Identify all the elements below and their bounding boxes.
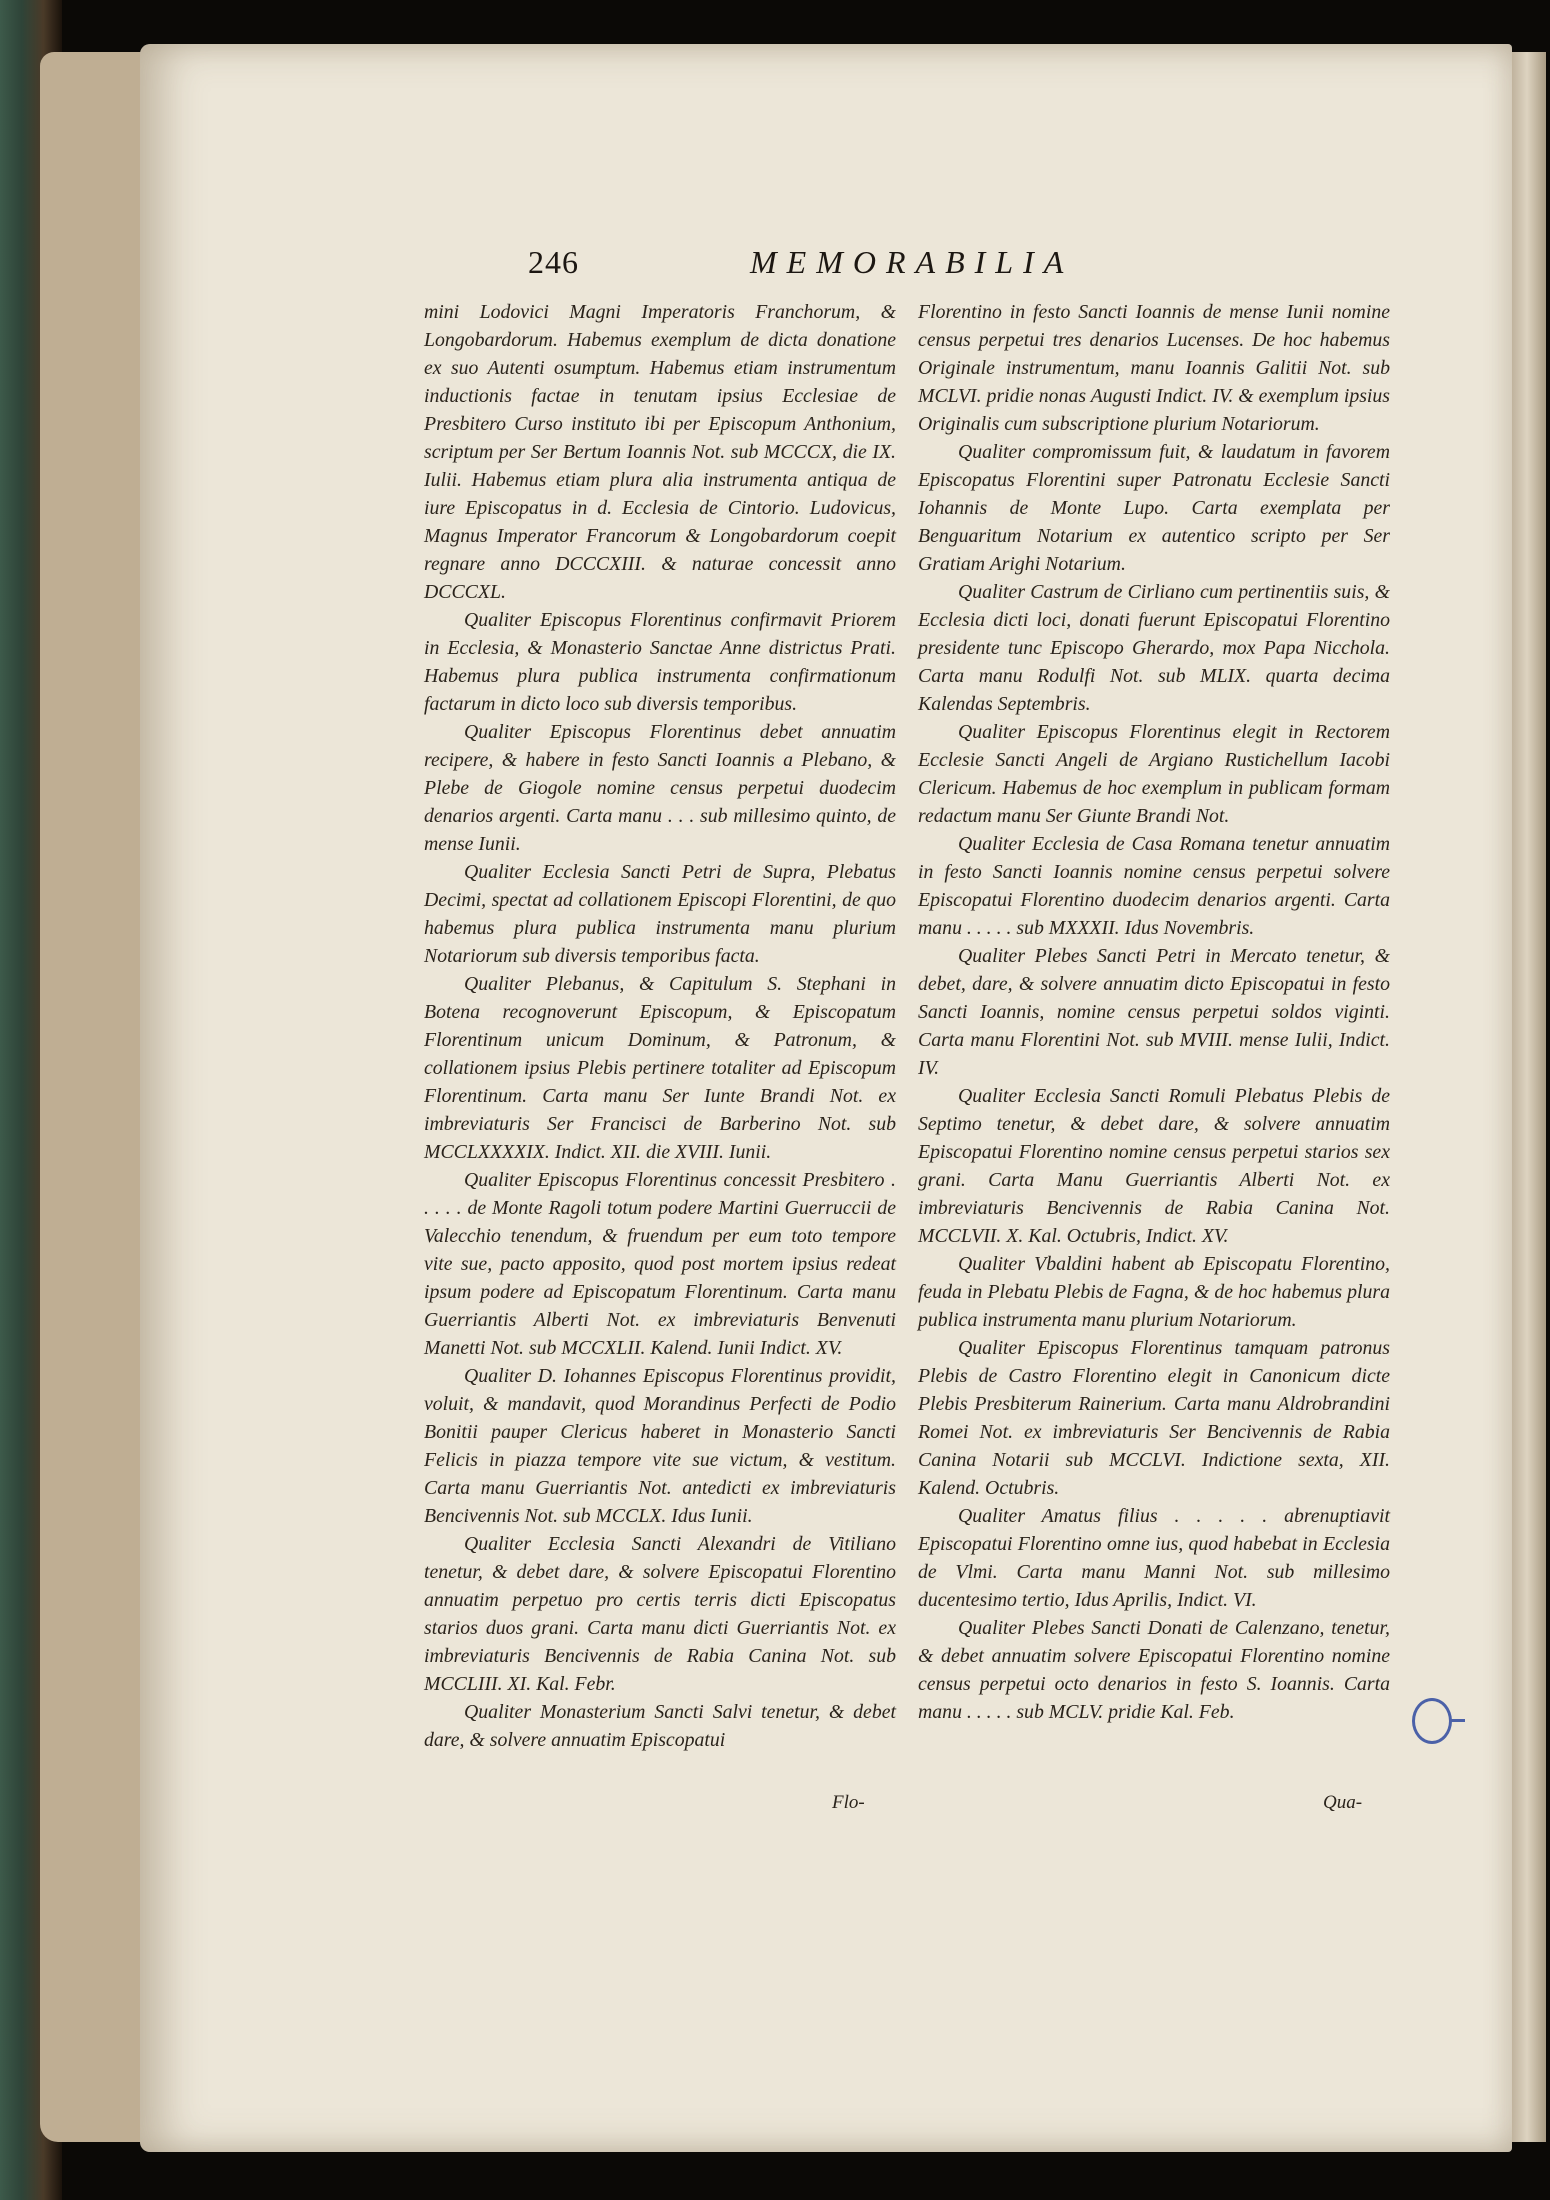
paragraph: Qualiter Ecclesia Sancti Alexandri de Vitiliano tenetur, & debet dare, & solvere Episcopatui Florentino annuatim perpetuo pro certis terris dicti Episcopatus starios duos grani. Carta manu dicti Guerriantis Not. ex imbreviaturis Bencivennis de Rabia Canina Not. sub MCCLIII. XI. Kal. Febr. — [424, 1533, 896, 1695]
paragraph: mini Lodovici Magni Imperatoris Franchorum, & Longobardorum. Habemus exemplum de dicta donatione ex suo Autenti osumptum. Habemus etiam instrumentum inductionis factae in tenutam ipsius Ecclesiae de Presbitero Curso instituto ibi per Episcopum Anthonium, scriptum per Ser Bertum Ioannis Not. sub MCCCX, die IX. Iulii. Habemus etiam plura alia instrumenta antiqua de iure Episcopatus in d. Ecclesia de Cintorio. Ludovicus, Magnus Imperator Francorum & Longobardorum coepit regnare anno DCCCXIII. & naturae concessit anno DCCCXL. — [424, 301, 896, 603]
paragraph: Qualiter Episcopus Florentinus debet annuatim recipere, & habere in festo Sancti Ioannis a Plebano, & Plebe de Giogole nomine census perpetui duodecim denarios argenti. Carta manu . . . sub millesimo quinto, de mense Iunii. — [424, 721, 896, 855]
left-column — [424, 298, 896, 1754]
paragraph: Qualiter D. Iohannes Episcopus Florentinus providit, voluit, & mandavit, quod Morandinus Perfecti de Podio Bonitii pauper Clericus haberet in Monasterio Sancti Felicis in piazza tempore vite sue victum, & vestitum. Carta manu Guerriantis Not. antedicti ex imbreviaturis Bencivennis Not. sub MCCLX. Idus Iunii. — [424, 1365, 896, 1527]
paragraph: Qualiter Plebanus, & Capitulum S. Stephani in Botena recognoverunt Episcopum, & Episcopatum Florentinum unicum Dominum, & Patronum, & collationem ipsius Plebis pertinere totaliter ad Episcopum Florentinum. Carta manu Ser Iunte Brandi Not. ex imbreviaturis Ser Francisci de Barberino Not. sub MCCLXXXXIX. Indict. XII. die XVIII. Iunii. — [424, 973, 896, 1163]
paragraph: Qualiter Episcopus Florentinus tamquam patronus Plebis de Castro Florentino elegit in Canonicum dicte Plebis Presbiterum Rainerium. Carta manu Aldrobrandini Romei Not. ex imbreviaturis Ser Bencivennis de Rabia Canina Notarii sub MCCLVI. Indictione sexta, XII. Kalend. Octubris. — [918, 1337, 1390, 1499]
paragraph: Qualiter Ecclesia Sancti Romuli Plebatus Plebis de Septimo tenetur, & debet dare, & solvere annuatim Episcopatui Florentino nomine census perpetui starios sex grani. Carta Manu Guerriantis Alberti Not. ex imbreviaturis Bencivennis de Rabia Canina Not. MCCLVII. X. Kal. Octubris, Indict. XV. — [918, 1085, 1390, 1247]
paragraph: Qualiter Episcopus Florentinus concessit Presbitero . . . . . de Monte Ragoli totum podere Martini Guerruccii de Valecchio tenendum, & fruendum per eum toto tempore vite sue, pacto apposito, quod post mortem ipsius redeat ipsum podere ad Episcopatum Florentinum. Carta manu Guerriantis Alberti Not. ex imbreviaturis Benvenuti Manetti Not. sub MCCXLII. Kalend. Iunii Indict. XV. — [424, 1169, 896, 1359]
facing-page-edge — [1508, 52, 1546, 2142]
ink-circle-mark-icon — [1412, 1698, 1452, 1744]
paragraph: Qualiter Ecclesia Sancti Petri de Supra, Plebatus Decimi, spectat ad collationem Episcopi Florentini, de quo habemus plura publica instrumenta manu plurium Notariorum sub diversis temporibus facta. — [424, 861, 896, 967]
page-header — [528, 244, 1148, 288]
running-head: MEMORABILIA — [750, 244, 1074, 280]
paragraph: Qualiter Castrum de Cirliano cum pertinentiis suis, & Ecclesia dicti loci, donati fuerunt Episcopatui Florentino presidente tunc Episcopo Gherardo, mox Papa Nicchola. Carta manu Rodulfi Not. sub MLIX. quarta decima Kalendas Septembris. — [918, 581, 1390, 715]
catchword-left: Flo- — [832, 1792, 865, 1813]
paragraph: Qualiter compromissum fuit, & laudatum in favorem Episcopatus Florentini super Patronatu Ecclesie Sancti Iohannis de Monte Lupo. Carta exemplata per Benguaritum Notarium ex autentico scripto per Ser Gratiam Arighi Notarium. — [918, 441, 1390, 575]
paragraph: Qualiter Vbaldini habent ab Episcopatu Florentino, feuda in Plebatu Plebis de Fagna, & de hoc habemus plura publica instrumenta manu plurium Notariorum. — [918, 1253, 1390, 1331]
paragraph: Qualiter Episcopus Florentinus confirmavit Priorem in Ecclesia, & Monasterio Sanctae Anne districtus Prati. Habemus plura publica instrumenta confirmationum factarum in dicto loco sub diversis temporibus. — [424, 609, 896, 715]
paragraph: Qualiter Plebes Sancti Donati de Calenzano, tenetur, & debet annuatim solvere Episcopatui Florentino nomine census perpetui octo denarios in festo S. Ioannis. Carta manu . . . . . sub MCLV. pridie Kal. Feb. — [918, 1617, 1390, 1723]
paragraph: Qualiter Episcopus Florentinus elegit in Rectorem Ecclesie Sancti Angeli de Argiano Rustichellum Iacobi Clericum. Habemus de hoc exemplum in publicam formam redactum manu Ser Giunte Brandi Not. — [918, 721, 1390, 827]
paragraph: Florentino in festo Sancti Ioannis de mense Iunii nomine census perpetui tres denarios Lucenses. De hoc habemus Originale instrumentum, manu Ioannis Galitii Not. sub MCLVI. pridie nonas Augusti Indict. IV. & exemplum ipsius Originalis cum subscriptione plurium Notariorum. — [918, 301, 1390, 435]
right-column — [918, 298, 1390, 1726]
paragraph: Qualiter Ecclesia de Casa Romana tenetur annuatim in festo Sancti Ioannis nomine census perpetui solvere Episcopatui Florentino duodecim denarios argenti. Carta manu . . . . . sub MXXXII. Idus Novembris. — [918, 833, 1390, 939]
paragraph: Qualiter Plebes Sancti Petri in Mercato tenetur, & debet, dare, & solvere annuatim dicto Episcopatui in festo Sancti Ioannis, nomine census perpetui soldos viginti. Carta manu Florentini Not. sub MVIII. mense Iulii, Indict. IV. — [918, 945, 1390, 1079]
paragraph: Qualiter Amatus filius . . . . . abrenuptiavit Episcopatui Florentino omne ius, quod habebat in Ecclesia de Vlmi. Carta manu Manni Not. sub millesimo ducentesimo tertio, Idus Aprilis, Indict. VI. — [918, 1505, 1390, 1611]
paragraph: Qualiter Monasterium Sancti Salvi tenetur, & debet dare, & solvere annuatim Episcopatui — [424, 1701, 896, 1751]
page-number: 246 — [528, 244, 579, 280]
catchword-right: Qua- — [1323, 1792, 1363, 1813]
